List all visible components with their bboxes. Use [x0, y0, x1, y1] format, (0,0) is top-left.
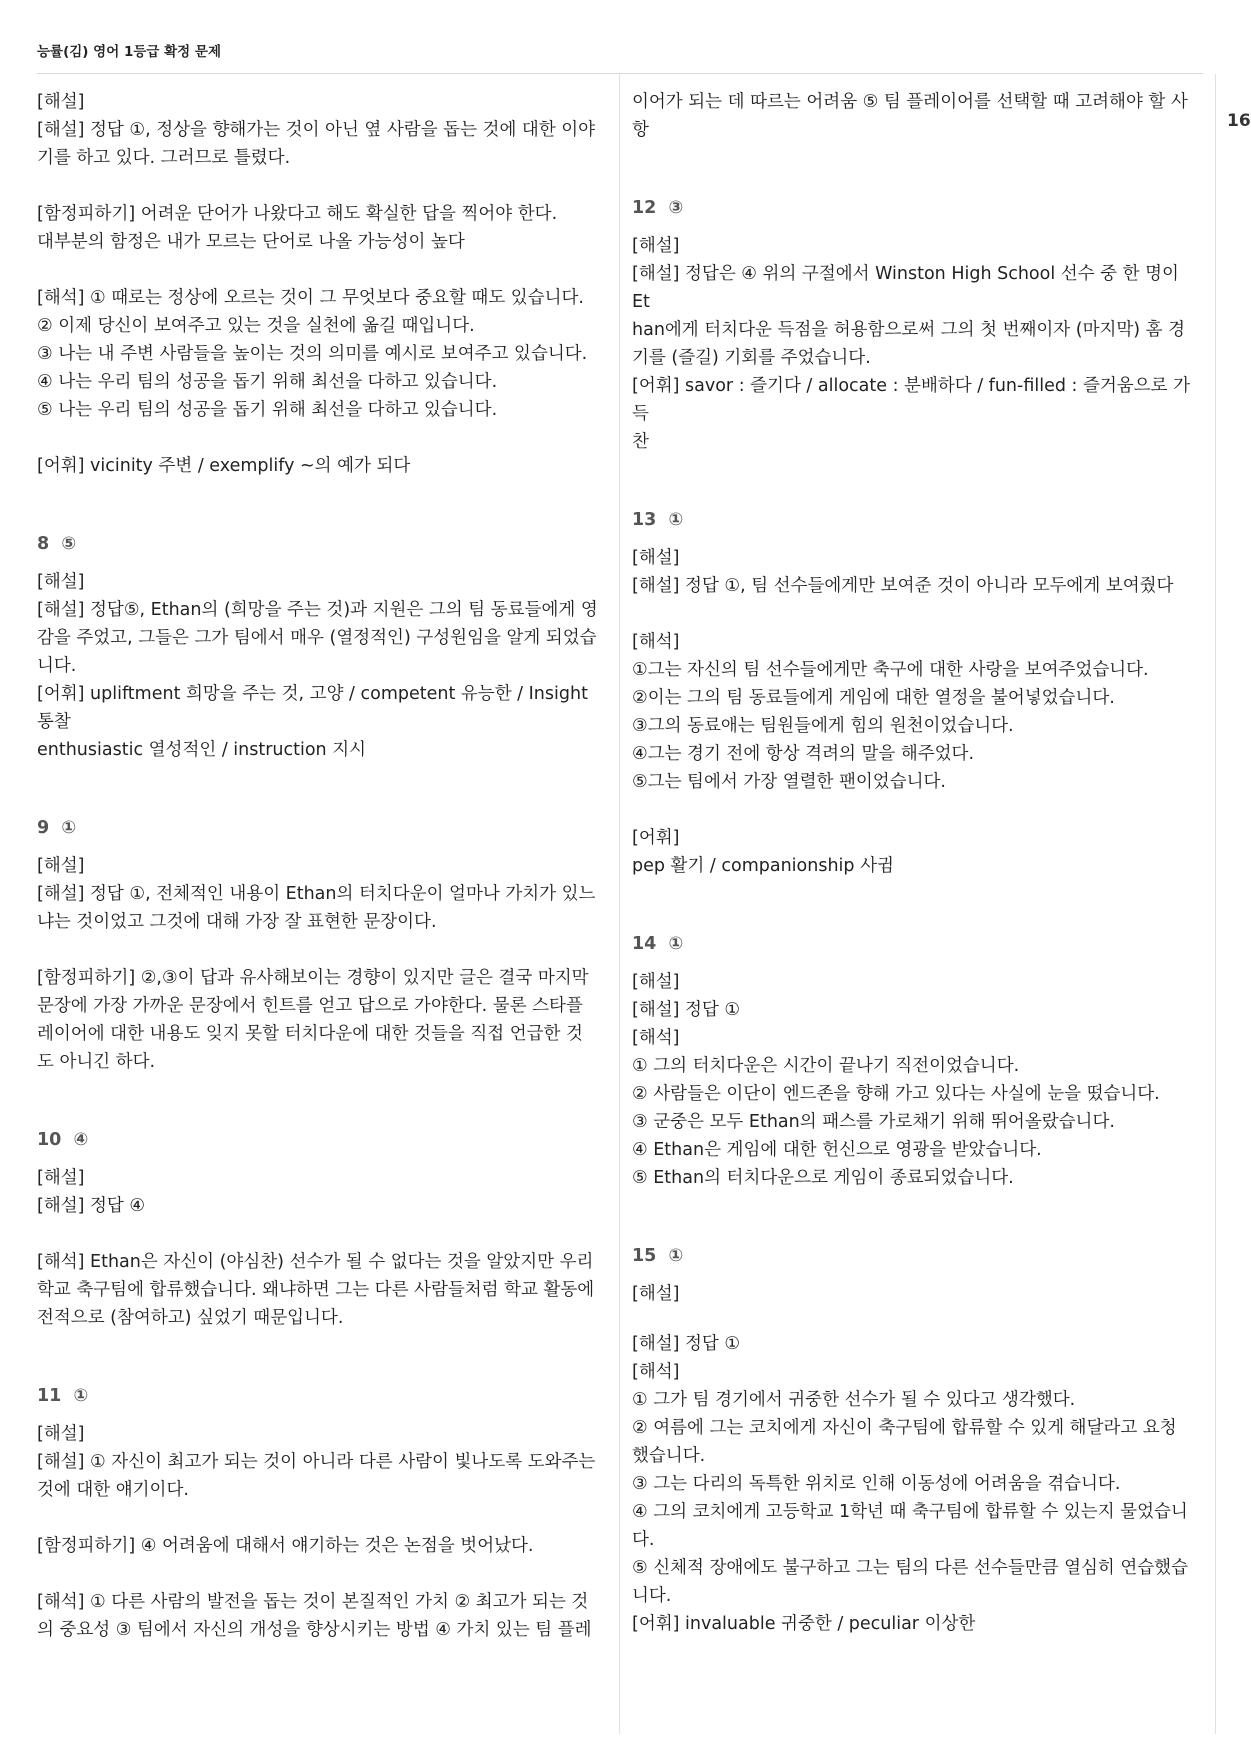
spacer: [37, 764, 602, 814]
page-title: 능률(김) 영어 1등급 확정 문제: [37, 44, 221, 60]
text-line: ① 그의 터치다운은 시간이 끝나기 직전이었습니다.: [632, 1056, 1020, 1076]
question-heading: 10 ④: [37, 1130, 89, 1150]
text-line: 니다.: [37, 656, 77, 676]
text-line: ①그는 자신의 팀 선수들에게만 축구에 대한 사랑을 보여주었습니다.: [632, 660, 1149, 680]
text-line: ③ 그는 다리의 독특한 위치로 인해 이동성에 어려움을 겪습니다.: [632, 1474, 1121, 1494]
spacer: [632, 1270, 1197, 1280]
spacer: [37, 1560, 602, 1588]
header-divider: [37, 73, 1203, 74]
text-line: 대부분의 함정은 내가 모르는 단어로 나올 가능성이 높다: [37, 232, 465, 252]
text-line: [함정피하기] 어려운 단어가 나왔다고 해도 확실한 답을 찍어야 한다.: [37, 204, 558, 224]
text-line: [해석] Ethan은 자신이 (야심찬) 선수가 될 수 없다는 것을 알았지만 우리: [37, 1252, 594, 1272]
spacer: [37, 1504, 602, 1532]
text-line: [어휘] invaluable 귀중한 / peculiar 이상한: [632, 1614, 976, 1634]
spacer: [632, 1192, 1197, 1242]
text-line: 다.: [632, 1530, 655, 1550]
text-line: [해석] ① 다른 사람의 발전을 돕는 것이 본질적인 가치 ② 최고가 되는 것: [37, 1592, 589, 1612]
right-column: [632, 88, 1197, 1638]
text-line: [해석]: [632, 1362, 680, 1382]
question-heading: 9 ①: [37, 818, 77, 838]
spacer: [37, 1220, 602, 1248]
spacer: [37, 936, 602, 964]
text-line: 감을 주었고, 그들은 그가 팀에서 매우 (열정적인) 구성원임을 알게 되었습: [37, 628, 597, 648]
column-divider: [619, 74, 620, 1734]
spacer: [37, 1076, 602, 1126]
text-line: 기를 (즐길) 기회를 주었습니다.: [632, 348, 871, 368]
text-line: [어휘] upliftment 희망을 주는 것, 고양 / competent 유능한 / Insight 통찰: [37, 684, 594, 732]
spacer: [632, 600, 1197, 628]
text-line: ③ 군중은 모두 Ethan의 패스를 가로채기 위해 뛰어올랐습니다.: [632, 1112, 1115, 1132]
text-line: [해설] 정답 ①, 팀 선수들에게만 보여준 것이 아니라 모두에게 보여줬다: [632, 576, 1174, 596]
question-heading: 15 ①: [632, 1246, 684, 1266]
text-line: [해설]: [632, 972, 680, 992]
column-divider: [1215, 74, 1216, 1734]
question-heading: 14 ①: [632, 934, 684, 954]
text-line: ⑤그는 팀에서 가장 열렬한 팬이었습니다.: [632, 772, 946, 792]
spacer: [37, 842, 602, 852]
text-line: [해설] 정답 ①, 전체적인 내용이 Ethan의 터치다운이 얼마나 가치가 있느: [37, 884, 596, 904]
spacer: [37, 256, 602, 284]
text-line: [해설] ① 자신이 최고가 되는 것이 아니라 다른 사람이 빛나도록 도와주는: [37, 1452, 596, 1472]
spacer: [632, 880, 1197, 930]
text-line: [해설]: [632, 1284, 680, 1304]
text-line: [해설]: [37, 1168, 85, 1188]
text-line: [해설] 정답 ①: [632, 1000, 741, 1020]
question-heading: 13 ①: [632, 510, 684, 530]
text-line: 학교 축구팀에 합류했습니다. 왜냐하면 그는 다른 사람들처럼 학교 활동에: [37, 1280, 595, 1300]
spacer: [37, 1154, 602, 1164]
text-line: 냐는 것이었고 그것에 대해 가장 잘 표현한 문장이다.: [37, 912, 437, 932]
next-page-number-edge: 16: [1227, 111, 1251, 131]
text-line: [함정피하기] ④ 어려움에 대해서 얘기하는 것은 논점을 벗어났다.: [37, 1536, 534, 1556]
spacer: [632, 456, 1197, 506]
text-line: 것에 대한 얘기이다.: [37, 1480, 189, 1500]
text-line: [해설] 정답⑤, Ethan의 (희망을 주는 것)과 지원은 그의 팀 동료들에게 영: [37, 600, 598, 620]
left-column: [37, 88, 602, 1644]
text-line: [해설]: [37, 92, 85, 112]
spacer: [37, 424, 602, 452]
text-line: ② 사람들은 이단이 엔드존을 향해 가고 있다는 사실에 눈을 떴습니다.: [632, 1084, 1160, 1104]
text-line: ⑤ 신체적 장애에도 불구하고 그는 팀의 다른 선수들만큼 열심히 연습했습: [632, 1558, 1188, 1578]
text-line: han에게 터치다운 득점을 허용함으로써 그의 첫 번째이자 (마지막) 홈 경: [632, 320, 1186, 340]
text-line: [해석]: [632, 1028, 680, 1048]
text-line: [해설]: [632, 236, 680, 256]
spacer: [632, 534, 1197, 544]
question-heading: 8 ⑤: [37, 534, 77, 554]
text-line: enthusiastic 열성적인 / instruction 지시: [37, 740, 367, 760]
text-line: 기를 하고 있다. 그러므로 틀렸다.: [37, 148, 291, 168]
text-line: [해석]: [632, 632, 680, 652]
text-line: 했습니다.: [632, 1446, 706, 1466]
text-line: 전적으로 (참여하고) 싶었기 때문입니다.: [37, 1308, 344, 1328]
text-line: [해설] 정답 ①: [632, 1334, 741, 1354]
spacer: [37, 480, 602, 530]
spacer: [37, 1332, 602, 1382]
spacer: [632, 1308, 1197, 1330]
text-line: ②이는 그의 팀 동료들에게 게임에 대한 열정을 불어넣었습니다.: [632, 688, 1115, 708]
text-line: [어휘] vicinity 주변 / exemplify ~의 예가 되다: [37, 456, 411, 476]
text-line: 항: [632, 120, 649, 140]
text-line: ③그의 동료애는 팀원들에게 힘의 원천이었습니다.: [632, 716, 1014, 736]
question-heading: 12 ③: [632, 198, 684, 218]
spacer: [37, 558, 602, 568]
text-line: [함정피하기] ②,③이 답과 유사해보이는 경향이 있지만 글은 결국 마지막: [37, 968, 589, 988]
text-line: 레이어에 대한 내용도 잊지 못할 터치다운에 대한 것들을 직접 언급한 것: [37, 1024, 583, 1044]
text-line: [해설]: [37, 856, 85, 876]
text-line: [해설] 정답은 ④ 위의 구절에서 Winston High School 선수 중 한 명이 Et: [632, 264, 1185, 312]
text-line: [해설]: [37, 572, 85, 592]
text-line: [해설] 정답 ①, 정상을 향해가는 것이 아닌 옆 사람을 돕는 것에 대한 이야: [37, 120, 596, 140]
text-line: ② 여름에 그는 코치에게 자신이 축구팀에 합류할 수 있게 해달라고 요청: [632, 1418, 1177, 1438]
spacer: [632, 222, 1197, 232]
text-line: ④그는 경기 전에 항상 격려의 말을 해주었다.: [632, 744, 975, 764]
spacer: [632, 144, 1197, 194]
text-line: 찬: [632, 432, 649, 452]
text-line: [해설] 정답 ④: [37, 1196, 146, 1216]
text-line: ④ 나는 우리 팀의 성공을 돕기 위해 최선을 다하고 있습니다.: [37, 372, 498, 392]
text-line: [해설]: [37, 1424, 85, 1444]
text-line: ① 그가 팀 경기에서 귀중한 선수가 될 수 있다고 생각했다.: [632, 1390, 1076, 1410]
text-line: ⑤ Ethan의 터치다운으로 게임이 종료되었습니다.: [632, 1168, 1014, 1188]
text-line: ④ 그의 코치에게 고등학교 1학년 때 축구팀에 합류할 수 있는지 물었습니: [632, 1502, 1188, 1522]
spacer: [37, 172, 602, 200]
text-line: ⑤ 나는 우리 팀의 성공을 돕기 위해 최선을 다하고 있습니다.: [37, 400, 498, 420]
text-line: ④ Ethan은 게임에 대한 헌신으로 영광을 받았습니다.: [632, 1140, 1042, 1160]
text-line: 의 중요성 ③ 팀에서 자신의 개성을 향상시키는 방법 ④ 가치 있는 팀 플레: [37, 1620, 592, 1640]
spacer: [37, 1410, 602, 1420]
text-line: ③ 나는 내 주변 사람들을 높이는 것의 의미를 예시로 보여주고 있습니다.: [37, 344, 588, 364]
spacer: [632, 796, 1197, 824]
text-line: [어휘] savor : 즐기다 / allocate : 분배하다 / fun-filled : 즐거움으로 가득: [632, 376, 1190, 424]
text-line: pep 활기 / companionship 사귐: [632, 856, 894, 876]
spacer: [632, 958, 1197, 968]
text-line: [해석] ① 때로는 정상에 오르는 것이 그 무엇보다 중요할 때도 있습니다.: [37, 288, 584, 308]
text-line: 문장에 가장 가까운 문장에서 힌트를 얻고 답으로 가야한다. 물론 스타플: [37, 996, 583, 1016]
text-line: 도 아니긴 하다.: [37, 1052, 156, 1072]
text-line: [어휘]: [632, 828, 680, 848]
text-line: 이어가 되는 데 따르는 어려움 ⑤ 팀 플레이어를 선택할 때 고려해야 할 사: [632, 92, 1188, 112]
text-line: ② 이제 당신이 보여주고 있는 것을 실천에 옮길 때입니다.: [37, 316, 475, 336]
text-line: [해설]: [632, 548, 680, 568]
text-line: 니다.: [632, 1586, 672, 1606]
question-heading: 11 ①: [37, 1386, 89, 1406]
